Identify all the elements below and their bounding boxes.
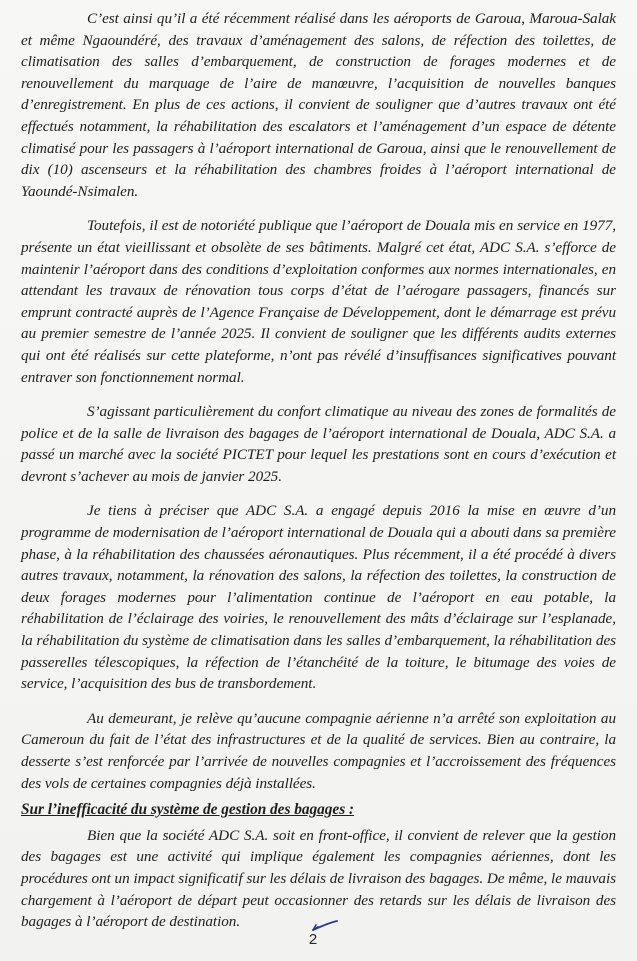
page-number: 2 [308, 931, 318, 948]
paragraph-regional-airports: C’est ainsi qu’il a été récemment réalisé dans les aéroports de Garoua, Maroua-Salak et même Ngaoundéré, des travaux d’aménagement des salons, de réfection des toilettes, de climatisation des salles d’embarquement, de construction de forages modernes et de renouvellement du marquage de l’aire de manœuvre, l’acquisition de nouvelles banques d’enregistrement. En plus de ces actions, il convient de souligner que d’autres travaux ont été effectués notamment, la réhabilitation des escalators et l’aménagement d’un espace de détente climatisé pour les passagers à l’aéroport international de Garoua, ainsi que le renouvellement de dix (10) ascenseurs et la réhabilitation des chambres froides à l’aéroport international de Yaoundé-Nsimalen. [21, 10, 616, 200]
section-heading-baggage: Sur l’inefficacité du système de gestion des bagages : [21, 801, 355, 819]
paragraph-climate-comfort: S’agissant particulièrement du confort climatique au niveau des zones de formalités de police et de la salle de livraison des bagages de l’aéroport international de Douala, ADC S.A. a passé un marché avec la société PICTET pour lequel les prestations sont en cours d’exécution et devront s’achever au mois de janvier 2025. [21, 403, 616, 485]
paragraph-baggage-management [21, 825, 616, 933]
document-body [21, 8, 616, 946]
baggage-paragraph-text: Bien que la société ADC S.A. soit en front-office, il convient de relever que la gestion des bagages est une activité qui implique également les compagnies aériennes, dont les procédures ont un impact significatif sur les délais de livraison des bagages. De même, le mauvais chargement à l’aéroport de départ peut occasionner des retards sur les délais de livraison des bagages à l’aéroport de destination. [21, 826, 616, 931]
handwritten-checkmark-icon [246, 917, 272, 929]
paragraph-airlines-operations: Au demeurant, je relève qu’aucune compagnie aérienne n’a arrêté son exploitation au Cameroun du fait de l’état des infrastructures et de la qualité de services. Bien au contraire, la desserte s’est renforcée par l’arrivée de nouvelles compagnies et l’accroissement des fréquences des vols de certaines compagnies déjà installées. [21, 709, 616, 792]
paragraph-modernisation-program: Je tiens à préciser que ADC S.A. a engagé depuis 2016 la mise en œuvre d’un programme de modernisation de l’aéroport international de Douala qui a abouti dans sa première phase, à la réhabilitation des chaussées aéronautiques. Plus récemment, il a été procédé à divers autres travaux, notamment, la rénovation des salons, la réfection des toilettes, la construction de deux forages modernes pour l’alimentation continue de l’aéroport en eau potable, la réhabilitation de l’éclairage des voiries, le renouvellement des mâts d’éclairage sur l’esplanade, la réhabilitation du système de climatisation dans les salles d’embarquement, la réhabilitation des passerelles télescopiques, la réfection de l’étanchéité de la toiture, le bitumage des voies de service, l’acquisition des bus de transbordement. [21, 502, 616, 693]
paragraph-douala-airport-state: Toutefois, il est de notoriété publique que l’aéroport de Douala mis en service en 1977, présente un état vieillissant et obsolète de ses bâtiments. Malgré cet état, ADC S.A. s’efforce de maintenir l’aéroport dans des conditions d’exploitation conformes aux normes internationales, en attendant les travaux de rénovation tous corps d’état de l’aérogare passagers, financés sur emprunt contracté auprès de l’Agence Française de Développement, dont le démarrage est prévu au premier semestre de l’année 2025. Il convient de souligner que les différents audits externes qui ont été réalisés sur cette plateforme, n’ont pas révélé d’insuffisances significatives pouvant entraver son fonctionnement normal. [21, 217, 616, 386]
